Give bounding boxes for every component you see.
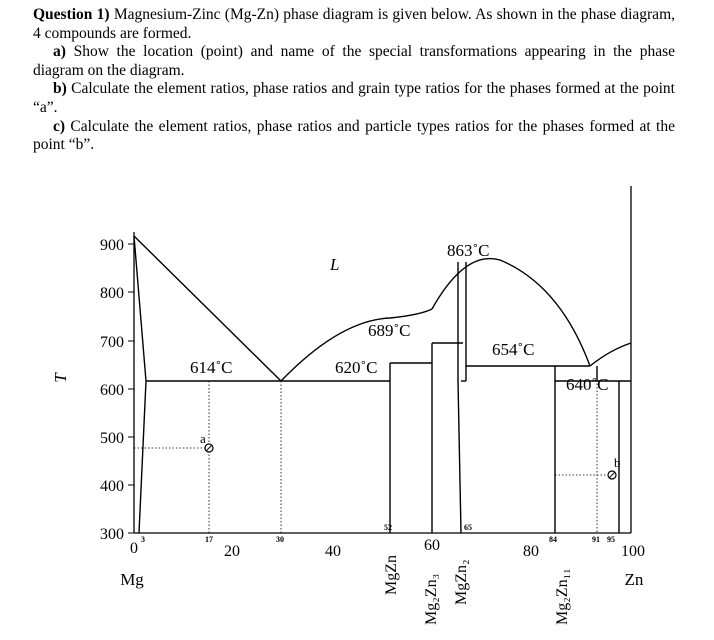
comp-mark-65: 65 [464,523,472,532]
y-tick-800: 800 [100,285,124,302]
mgzn2-line [458,262,461,533]
temp-654: 654˚C [492,340,535,359]
y-tick-700: 700 [100,334,124,351]
compound-mg2zn11: Mg₂Zn₁₁ [554,568,571,625]
comp-mark-52: 52 [384,523,392,532]
question-intro: Question 1) Magnesium-Zinc (Mg-Zn) phase diagram is given below. As shown in the phase diagram, 4 compounds are formed. [33,6,675,42]
temp-640: 640˚C [566,375,609,394]
y-tick-500: 500 [100,430,124,447]
x-tick-40: 40 [325,543,341,560]
point-a-label: a [200,431,206,446]
y-tick-400: 400 [100,478,124,495]
solidus-mg [134,236,146,381]
question-part-c: c) Calculate the element ratios, phase ratios and particle types ratios for the phases formed at the point “b”. [33,117,675,154]
y-tick-900: 900 [100,237,124,254]
comp-mark-95: 95 [607,535,615,544]
comp-mark-3: 3 [141,535,145,544]
x-tick-80: 80 [523,543,539,560]
temp-620: 620˚C [335,358,378,377]
y-tick-600: 600 [100,382,124,399]
solvus-mg [139,381,146,533]
liquid-label: L [330,255,340,274]
comp-mark-17: 17 [205,535,213,544]
point-a [200,431,213,452]
question-heading: Question 1) [33,6,110,23]
x-end-label-mg: Mg [120,570,144,589]
liquidus-zn-side [590,343,631,366]
compound-mgzn2: MgZn₂ [453,559,470,605]
phase-boundaries [134,236,631,533]
x-end-label-zn: Zn [624,570,644,589]
compound-mgzn: MgZn [383,555,400,595]
compound-mg2zn3: Mg₂Zn₃ [423,573,440,625]
x-tick-60: 60 [424,537,440,554]
y-axis-ticks [128,244,134,533]
temp-689: 689˚C [368,321,411,340]
x-tick-0: 0 [130,540,138,557]
comp-mark-84: 84 [549,535,557,544]
y-axis-label: T [51,373,70,383]
compound-labels [383,555,571,625]
temp-614: 614˚C [190,358,233,377]
question-part-b: b) Calculate the element ratios, phase ratios and grain type ratios for the phases formed at the point “a”. [33,80,675,116]
y-tick-300: 300 [100,526,124,543]
x-tick-100: 100 [621,543,645,560]
temp-863: 863˚C [447,241,490,260]
y-axis-tick-labels [100,237,124,543]
point-b-label: b [614,455,621,470]
comp-mark-91: 91 [592,535,600,544]
question-part-a: a) Show the location (point) and name of the special transformations appearing in the phase diagram on the diagram. [33,43,675,79]
x-tick-20: 20 [224,543,240,560]
comp-mark-30: 30 [276,535,284,544]
